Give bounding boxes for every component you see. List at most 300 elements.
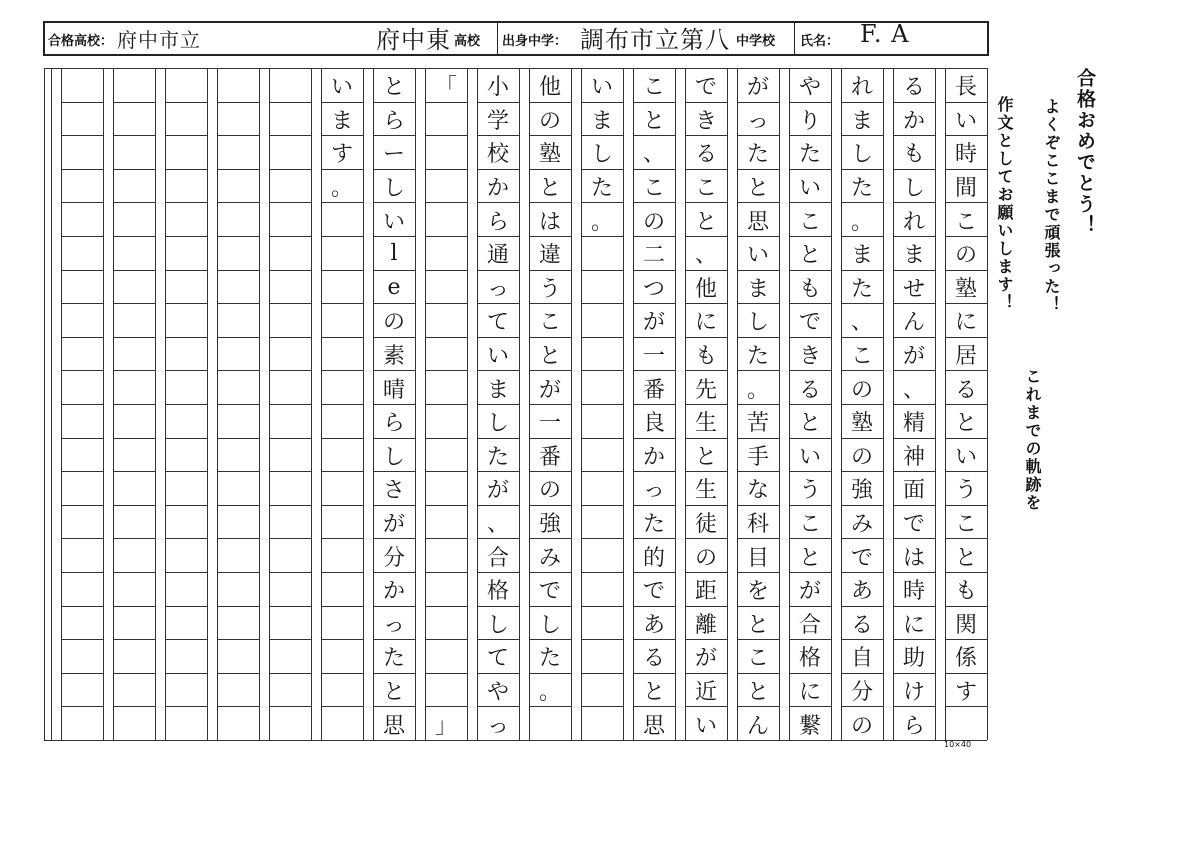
essay-character: 先: [694, 377, 717, 403]
essay-character: ら: [382, 411, 405, 437]
essay-character: 他: [538, 75, 561, 101]
grid-row-line: [841, 404, 883, 405]
grid-row-line: [633, 404, 675, 405]
grid-row-line: [685, 102, 727, 103]
essay-character: 、: [902, 377, 925, 403]
essay-character: [425, 273, 467, 303]
essay-character: 分: [382, 545, 405, 571]
grid-row-line: [217, 337, 259, 338]
grid-row-line: [373, 639, 415, 640]
grid-right-border: [987, 68, 988, 740]
essay-character: と: [694, 209, 717, 235]
grid-row-line: [789, 169, 831, 170]
junior-high-suffix-label: 中学校: [736, 34, 776, 49]
essay-character: 。: [590, 209, 613, 235]
grid-row-line: [217, 572, 259, 573]
grid-row-line: [61, 303, 103, 304]
grid-row-line: [165, 673, 207, 674]
grid-row-line: [685, 135, 727, 136]
grid-row-line: [373, 538, 415, 539]
grid-row-line: [633, 673, 675, 674]
grid-row-line: [165, 370, 207, 371]
essay-character: か: [642, 444, 665, 470]
essay-character: が: [538, 377, 561, 403]
grid-row-line: [737, 706, 779, 707]
grid-row-line: [61, 706, 103, 707]
essay-character: に: [902, 612, 925, 638]
essay-character: 晴: [382, 377, 405, 403]
essay-character: ら: [902, 713, 925, 739]
essay-character: ら: [382, 108, 405, 134]
essay-character: 面: [902, 478, 925, 504]
grid-row-line: [477, 202, 519, 203]
grid-row-line: [737, 639, 779, 640]
essay-character: 間: [954, 176, 977, 202]
grid-row-line: [61, 270, 103, 271]
grid-row-line: [737, 505, 779, 506]
essay-character: と: [538, 176, 561, 202]
grid-row-line: [789, 639, 831, 640]
essay-character: ら: [486, 209, 509, 235]
grid-row-line: [61, 673, 103, 674]
essay-character: 小: [486, 75, 509, 101]
grid-row-line: [789, 572, 831, 573]
grid-row-line: [529, 471, 571, 472]
high-school-label: 高校: [454, 34, 481, 49]
grid-top-border: [44, 68, 987, 69]
essay-character: る: [798, 377, 821, 403]
essay-character: と: [746, 680, 769, 706]
essay-character: 目: [746, 545, 769, 571]
essay-character: こ: [798, 209, 821, 235]
grid-row-line: [61, 236, 103, 237]
grid-column-line: [207, 68, 208, 740]
grid-row-line: [841, 606, 883, 607]
essay-character: い: [798, 176, 821, 202]
grid-row-line: [789, 202, 831, 203]
side-note-line1: よくぞここまで頑張った！: [1042, 98, 1061, 314]
essay-character: の: [538, 108, 561, 134]
grid-row-line: [789, 102, 831, 103]
grid-row-line: [633, 169, 675, 170]
grid-row-line: [373, 370, 415, 371]
side-note-line2: これまでの軌跡を: [1023, 368, 1042, 512]
grid-row-line: [321, 471, 363, 472]
essay-character: こ: [642, 176, 665, 202]
grid-row-line: [737, 169, 779, 170]
essay-character: か: [486, 176, 509, 202]
grid-row-line: [945, 639, 987, 640]
grid-row-line: [165, 639, 207, 640]
grid-row-line: [633, 639, 675, 640]
grid-row-line: [945, 673, 987, 674]
grid-row-line: [633, 102, 675, 103]
passed-school-prefix-handwritten: 府中市立: [117, 28, 201, 52]
grid-row-line: [841, 538, 883, 539]
essay-character: 格: [798, 646, 821, 672]
grid-row-line: [321, 236, 363, 237]
grid-row-line: [685, 270, 727, 271]
grid-row-line: [893, 706, 935, 707]
essay-character: e: [387, 274, 401, 300]
grid-row-line: [945, 303, 987, 304]
grid-row-line: [217, 505, 259, 506]
essay-character: と: [954, 411, 977, 437]
grid-row-line: [217, 606, 259, 607]
grid-row-line: [113, 303, 155, 304]
grid-row-line: [633, 303, 675, 304]
grid-row-line: [789, 505, 831, 506]
grid-row-line: [269, 404, 311, 405]
grid-row-line: [737, 202, 779, 203]
grid-row-line: [61, 404, 103, 405]
essay-character: が: [746, 75, 769, 101]
grid-row-line: [477, 673, 519, 674]
grid-row-line: [633, 370, 675, 371]
essay-character: た: [798, 142, 821, 168]
grid-column-line: [259, 68, 260, 740]
grid-row-line: [113, 135, 155, 136]
grid-column-line: [311, 68, 312, 740]
grid-row-line: [217, 270, 259, 271]
essay-character: と: [382, 75, 405, 101]
essay-character: は: [538, 209, 561, 235]
grid-row-line: [893, 606, 935, 607]
essay-character: が: [642, 310, 665, 336]
essay-character: 繋: [798, 713, 821, 739]
essay-character: し: [746, 310, 769, 336]
grid-row-line: [165, 471, 207, 472]
grid-row-line: [269, 706, 311, 707]
essay-character: 、: [850, 310, 873, 336]
essay-character: と: [746, 176, 769, 202]
junior-high-label: 出身中学：: [502, 34, 568, 49]
essay-character: が: [486, 478, 509, 504]
essay-character: い: [798, 444, 821, 470]
grid-row-line: [789, 135, 831, 136]
essay-character: い: [746, 243, 769, 269]
grid-row-line: [633, 505, 675, 506]
grid-row-line: [685, 639, 727, 640]
grid-row-line: [61, 438, 103, 439]
essay-character: 離: [694, 612, 717, 638]
grid-row-line: [737, 135, 779, 136]
grid-row-line: [737, 370, 779, 371]
grid-column-line: [415, 68, 416, 740]
grid-row-line: [217, 303, 259, 304]
grid-row-line: [685, 404, 727, 405]
grid-row-line: [529, 135, 571, 136]
essay-character: で: [798, 310, 821, 336]
grid-row-line: [529, 270, 571, 271]
essay-character: 強: [850, 478, 873, 504]
essay-character: は: [902, 545, 925, 571]
essay-character: 塾: [538, 142, 561, 168]
grid-row-line: [945, 572, 987, 573]
grid-row-line: [893, 236, 935, 237]
essay-character: し: [538, 612, 561, 638]
grid-row-line: [113, 572, 155, 573]
grid-row-line: [477, 538, 519, 539]
essay-character: 番: [538, 444, 561, 470]
grid-row-line: [893, 538, 935, 539]
essay-character: で: [902, 512, 925, 538]
essay-character: ま: [746, 276, 769, 302]
grid-row-line: [633, 471, 675, 472]
grid-row-line: [789, 438, 831, 439]
essay-character: け: [902, 680, 925, 706]
grid-row-line: [113, 270, 155, 271]
grid-row-line: [217, 639, 259, 640]
grid-row-line: [529, 337, 571, 338]
grid-row-line: [529, 438, 571, 439]
grid-row-line: [789, 370, 831, 371]
essay-character: に: [954, 310, 977, 336]
grid-row-line: [425, 337, 467, 338]
grid-row-line: [893, 471, 935, 472]
essay-character: 苦: [746, 411, 769, 437]
grid-row-line: [61, 606, 103, 607]
grid-row-line: [321, 606, 363, 607]
grid-row-line: [321, 303, 363, 304]
grid-row-line: [269, 270, 311, 271]
grid-row-line: [529, 202, 571, 203]
grid-row-line: [477, 102, 519, 103]
grid-bottom-border: [44, 740, 987, 741]
grid-row-line: [269, 606, 311, 607]
grid-row-line: [269, 169, 311, 170]
grid-row-line: [581, 706, 623, 707]
essay-character: 、: [642, 142, 665, 168]
grid-row-line: [217, 169, 259, 170]
grid-row-line: [685, 606, 727, 607]
grid-row-line: [425, 606, 467, 607]
grid-row-line: [217, 404, 259, 405]
grid-row-line: [841, 505, 883, 506]
essay-character: た: [538, 646, 561, 672]
essay-character: [425, 205, 467, 235]
essay-character: が: [798, 579, 821, 605]
essay-character: 一: [538, 411, 561, 437]
grid-row-line: [789, 471, 831, 472]
grid-row-line: [893, 169, 935, 170]
grid-row-line: [737, 606, 779, 607]
essay-character: 関: [954, 612, 977, 638]
grid-column-line: [363, 68, 364, 740]
essay-character: 、: [694, 243, 717, 269]
essay-character: こ: [746, 646, 769, 672]
essay-character: も: [902, 142, 925, 168]
grid-row-line: [425, 673, 467, 674]
grid-row-line: [945, 404, 987, 405]
grid-row-line: [945, 337, 987, 338]
essay-character: す: [954, 680, 977, 706]
grid-row-line: [425, 471, 467, 472]
essay-character: き: [694, 108, 717, 134]
grid-row-line: [321, 706, 363, 707]
grid-row-line: [269, 102, 311, 103]
grid-row-line: [893, 102, 935, 103]
grid-row-line: [477, 706, 519, 707]
essay-character: 思: [642, 713, 665, 739]
essay-character: た: [590, 176, 613, 202]
grid-row-line: [893, 438, 935, 439]
grid-row-line: [841, 639, 883, 640]
grid-row-line: [61, 572, 103, 573]
grid-row-line: [685, 169, 727, 170]
grid-row-line: [61, 538, 103, 539]
essay-character: し: [382, 444, 405, 470]
essay-character: て: [486, 646, 509, 672]
grid-row-line: [373, 673, 415, 674]
essay-character: の: [642, 209, 665, 235]
grid-row-line: [425, 169, 467, 170]
grid-row-line: [165, 202, 207, 203]
grid-column-line: [779, 68, 780, 740]
grid-row-line: [841, 370, 883, 371]
grid-row-line: [321, 404, 363, 405]
grid-row-line: [321, 538, 363, 539]
grid-row-line: [165, 270, 207, 271]
essay-character: 長: [954, 75, 977, 101]
grid-row-line: [165, 706, 207, 707]
essay-character: こ: [642, 75, 665, 101]
essay-character: 自: [850, 646, 873, 672]
grid-row-line: [893, 404, 935, 405]
grid-row-line: [425, 404, 467, 405]
essay-character: の: [694, 545, 717, 571]
essay-character: う: [798, 478, 821, 504]
grid-row-line: [789, 606, 831, 607]
essay-character: [425, 407, 467, 437]
essay-character: ま: [330, 108, 353, 134]
grid-row-line: [581, 202, 623, 203]
grid-row-line: [841, 337, 883, 338]
grid-row-line: [633, 337, 675, 338]
grid-row-line: [529, 673, 571, 674]
grid-row-line: [685, 438, 727, 439]
essay-character: ん: [902, 310, 925, 336]
grid-row-line: [945, 538, 987, 539]
grid-row-line: [269, 303, 311, 304]
grid-row-line: [789, 538, 831, 539]
grid-row-line: [789, 404, 831, 405]
essay-character: こ: [954, 209, 977, 235]
grid-row-line: [477, 303, 519, 304]
grid-row-line: [581, 236, 623, 237]
essay-character: た: [850, 276, 873, 302]
grid-row-line: [165, 303, 207, 304]
grid-row-line: [217, 673, 259, 674]
grid-row-line: [581, 639, 623, 640]
grid-row-line: [165, 236, 207, 237]
essay-character: 校: [486, 142, 509, 168]
grid-row-line: [945, 169, 987, 170]
grid-row-line: [945, 606, 987, 607]
essay-character: l: [390, 241, 398, 267]
grid-row-line: [477, 236, 519, 237]
grid-row-line: [165, 102, 207, 103]
essay-character: ま: [590, 108, 613, 134]
essay-character: 格: [486, 579, 509, 605]
grid-row-line: [321, 505, 363, 506]
essay-character: っ: [642, 478, 665, 504]
grid-row-line: [113, 673, 155, 674]
grid-row-line: [529, 572, 571, 573]
grid-row-line: [685, 202, 727, 203]
grid-row-line: [685, 505, 727, 506]
grid-row-line: [581, 404, 623, 405]
grid-row-line: [581, 606, 623, 607]
grid-row-line: [269, 370, 311, 371]
essay-character: い: [954, 444, 977, 470]
grid-row-line: [321, 337, 363, 338]
grid-row-line: [529, 370, 571, 371]
essay-character: み: [850, 512, 873, 538]
passed-school-name-handwritten: 府中東: [376, 26, 451, 54]
grid-row-line: [633, 236, 675, 237]
grid-row-line: [945, 135, 987, 136]
name-handwritten: F. A: [860, 20, 910, 48]
grid-row-line: [165, 606, 207, 607]
grid-row-line: [737, 337, 779, 338]
grid-row-line: [425, 505, 467, 506]
essay-character: み: [538, 545, 561, 571]
essay-character: 合: [798, 612, 821, 638]
grid-row-line: [269, 135, 311, 136]
essay-character: 。: [850, 209, 873, 235]
essay-character: 科: [746, 512, 769, 538]
grid-row-line: [529, 404, 571, 405]
essay-character: 精: [902, 411, 925, 437]
grid-left-border: [44, 68, 45, 740]
grid-row-line: [633, 438, 675, 439]
grid-row-line: [841, 572, 883, 573]
grid-row-line: [477, 404, 519, 405]
grid-row-line: [269, 202, 311, 203]
essay-character: [425, 441, 467, 471]
essay-character: も: [798, 276, 821, 302]
grid-row-line: [425, 202, 467, 203]
grid-row-line: [737, 438, 779, 439]
essay-character: [425, 642, 467, 672]
grid-row-line: [165, 135, 207, 136]
essay-character: [425, 306, 467, 336]
essay-character: で: [694, 75, 717, 101]
essay-character: 分: [850, 680, 873, 706]
grid-row-line: [841, 673, 883, 674]
grid-row-line: [581, 572, 623, 573]
grid-row-line: [841, 135, 883, 136]
essay-character: と: [642, 680, 665, 706]
grid-row-line: [841, 236, 883, 237]
grid-column-line: [519, 68, 520, 740]
grid-row-line: [373, 606, 415, 607]
side-note-line3: 作文としてお願いします！: [995, 96, 1014, 312]
essay-character: 徒: [694, 512, 717, 538]
grid-row-line: [269, 236, 311, 237]
grid-row-line: [893, 303, 935, 304]
grid-row-line: [269, 639, 311, 640]
essay-character: 」: [434, 713, 457, 739]
essay-character: 塾: [850, 411, 873, 437]
grid-row-line: [581, 270, 623, 271]
grid-row-line: [269, 538, 311, 539]
grid-row-line: [269, 505, 311, 506]
essay-character: ま: [486, 377, 509, 403]
grid-row-line: [841, 438, 883, 439]
grid-row-line: [61, 505, 103, 506]
